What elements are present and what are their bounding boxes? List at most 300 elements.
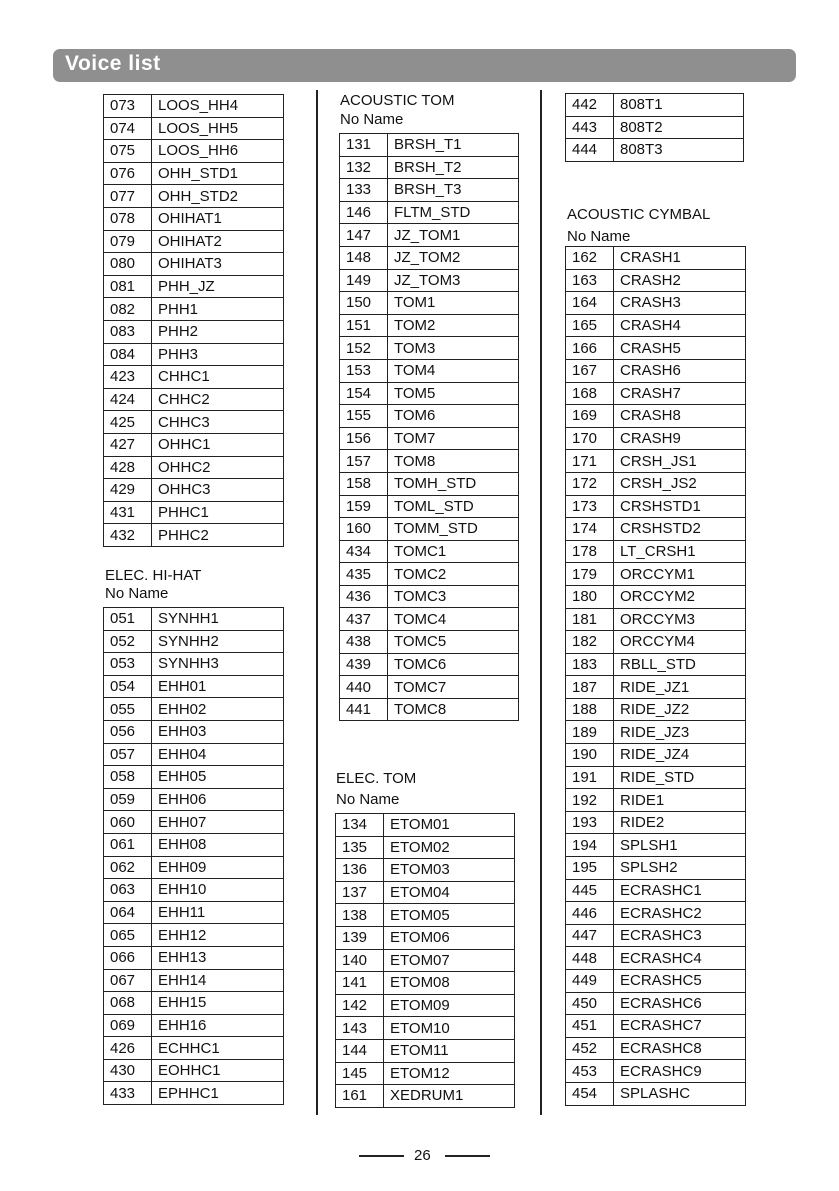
table-row bbox=[340, 314, 519, 337]
table-row bbox=[566, 427, 746, 450]
voice-number: 425 bbox=[104, 411, 152, 434]
table-row bbox=[566, 902, 746, 925]
table-row bbox=[566, 247, 746, 270]
table-row bbox=[104, 675, 284, 698]
table-row bbox=[340, 269, 519, 292]
voice-number: 179 bbox=[566, 563, 614, 586]
voice-name: CRSHSTD1 bbox=[614, 495, 746, 518]
voice-name: ECRASHC2 bbox=[614, 902, 746, 925]
voice-number: 058 bbox=[104, 766, 152, 789]
table-row bbox=[566, 879, 746, 902]
table-row bbox=[566, 139, 744, 162]
voice-number: 173 bbox=[566, 495, 614, 518]
voice-number: 077 bbox=[104, 185, 152, 208]
voice-name: TOM7 bbox=[388, 427, 519, 450]
voice-name: SYNHH1 bbox=[152, 608, 284, 631]
voice-name: XEDRUM1 bbox=[384, 1085, 515, 1108]
voice-number: 069 bbox=[104, 1014, 152, 1037]
voice-number: 055 bbox=[104, 698, 152, 721]
voice-number: 178 bbox=[566, 540, 614, 563]
voice-name: CRSH_JS2 bbox=[614, 472, 746, 495]
voice-name: ECRASHC3 bbox=[614, 924, 746, 947]
voice-number: 074 bbox=[104, 117, 152, 140]
voice-number: 164 bbox=[566, 292, 614, 315]
voice-name: PHH2 bbox=[152, 320, 284, 343]
voice-number: 082 bbox=[104, 298, 152, 321]
table-row bbox=[340, 563, 519, 586]
table-row bbox=[340, 156, 519, 179]
table-row bbox=[340, 698, 519, 721]
voice-name: EHH01 bbox=[152, 675, 284, 698]
table-row bbox=[336, 994, 515, 1017]
table-row bbox=[104, 811, 284, 834]
voice-name: SPLASHC bbox=[614, 1082, 746, 1105]
voice-number: 131 bbox=[340, 134, 388, 157]
table-row bbox=[566, 947, 746, 970]
table-row bbox=[104, 366, 284, 389]
voice-number: 075 bbox=[104, 140, 152, 163]
voice-number: 067 bbox=[104, 969, 152, 992]
table-row bbox=[336, 881, 515, 904]
voice-number: 059 bbox=[104, 788, 152, 811]
voice-number: 155 bbox=[340, 405, 388, 428]
voice-number: 152 bbox=[340, 337, 388, 360]
table-row bbox=[566, 608, 746, 631]
voice-name: OHIHAT2 bbox=[152, 230, 284, 253]
voice-number: 163 bbox=[566, 269, 614, 292]
voice-number: 076 bbox=[104, 162, 152, 185]
voice-name: TOM2 bbox=[388, 314, 519, 337]
voice-name: ETOM09 bbox=[384, 994, 515, 1017]
voice-name: OHH_STD2 bbox=[152, 185, 284, 208]
voice-name: TOM8 bbox=[388, 450, 519, 473]
elec-tom-subtitle: No Name bbox=[336, 791, 400, 808]
voice-name: ETOM08 bbox=[384, 972, 515, 995]
table-row bbox=[104, 1082, 284, 1105]
voice-number: 150 bbox=[340, 292, 388, 315]
voice-name: CRSHSTD2 bbox=[614, 518, 746, 541]
voice-name: CRASH4 bbox=[614, 314, 746, 337]
voice-number: 436 bbox=[340, 585, 388, 608]
voice-name: TOM1 bbox=[388, 292, 519, 315]
voice-name: JZ_TOM1 bbox=[388, 224, 519, 247]
table-row bbox=[104, 946, 284, 969]
voice-number: 190 bbox=[566, 744, 614, 767]
voice-name: TOM3 bbox=[388, 337, 519, 360]
voice-name: EHH13 bbox=[152, 946, 284, 969]
voice-number: 169 bbox=[566, 405, 614, 428]
voice-name: EHH11 bbox=[152, 901, 284, 924]
voice-name: ETOM05 bbox=[384, 904, 515, 927]
voice-name: TOM5 bbox=[388, 382, 519, 405]
column-divider-2 bbox=[540, 90, 542, 1115]
voice-name: CHHC3 bbox=[152, 411, 284, 434]
voice-number: 429 bbox=[104, 479, 152, 502]
voice-number: 423 bbox=[104, 366, 152, 389]
voice-name: CRASH5 bbox=[614, 337, 746, 360]
voice-name: SPLSH1 bbox=[614, 834, 746, 857]
elec-tom-table bbox=[335, 813, 515, 1108]
voice-name: CRASH8 bbox=[614, 405, 746, 428]
voice-name: ORCCYM3 bbox=[614, 608, 746, 631]
voice-name: BRSH_T3 bbox=[388, 179, 519, 202]
voice-name: EHH15 bbox=[152, 992, 284, 1015]
elec-hihat-table bbox=[103, 607, 284, 1105]
voice-name: RIDE_JZ1 bbox=[614, 676, 746, 699]
voice-number: 158 bbox=[340, 472, 388, 495]
voice-number: 149 bbox=[340, 269, 388, 292]
voice-name: ETOM04 bbox=[384, 881, 515, 904]
table-row bbox=[336, 972, 515, 995]
voice-name: EHH08 bbox=[152, 833, 284, 856]
voice-name: ORCCYM1 bbox=[614, 563, 746, 586]
voice-name: EHH05 bbox=[152, 766, 284, 789]
voice-name: ETOM01 bbox=[384, 814, 515, 837]
voice-name: ETOM03 bbox=[384, 859, 515, 882]
voice-number: 450 bbox=[566, 992, 614, 1015]
voice-name: RIDE_JZ3 bbox=[614, 721, 746, 744]
table-row bbox=[104, 630, 284, 653]
acoustic-tom-subtitle: No Name bbox=[340, 111, 404, 128]
table-row bbox=[566, 269, 746, 292]
voice-name: EHH09 bbox=[152, 856, 284, 879]
table-row bbox=[566, 631, 746, 654]
voice-number: 151 bbox=[340, 314, 388, 337]
voice-number: 065 bbox=[104, 924, 152, 947]
voice-number: 174 bbox=[566, 518, 614, 541]
voice-name: CHHC1 bbox=[152, 366, 284, 389]
table-row bbox=[566, 518, 746, 541]
acoustic-tom-title: ACOUSTIC TOM bbox=[340, 92, 455, 109]
page-title: Voice list bbox=[65, 52, 161, 75]
voice-name: ECRASHC8 bbox=[614, 1037, 746, 1060]
table-row bbox=[336, 926, 515, 949]
voice-number: 428 bbox=[104, 456, 152, 479]
table-row bbox=[336, 949, 515, 972]
voice-number: 431 bbox=[104, 501, 152, 524]
voice-number: 453 bbox=[566, 1060, 614, 1083]
voice-name: JZ_TOM3 bbox=[388, 269, 519, 292]
table-row bbox=[566, 1015, 746, 1038]
voice-name: LOOS_HH4 bbox=[152, 95, 284, 118]
voice-number: 078 bbox=[104, 207, 152, 230]
voice-name: TOMC4 bbox=[388, 608, 519, 631]
table-row bbox=[104, 992, 284, 1015]
table-row bbox=[566, 1082, 746, 1105]
acoustic-tom-table bbox=[339, 133, 519, 721]
table-row bbox=[566, 721, 746, 744]
voice-name: TOMC6 bbox=[388, 653, 519, 676]
table-row bbox=[340, 608, 519, 631]
voice-number: 161 bbox=[336, 1085, 384, 1108]
table-row bbox=[566, 337, 746, 360]
table-row bbox=[104, 924, 284, 947]
table-row bbox=[340, 495, 519, 518]
voice-name: RIDE_JZ4 bbox=[614, 744, 746, 767]
voice-number: 442 bbox=[566, 94, 614, 117]
table-row bbox=[340, 292, 519, 315]
table-row bbox=[104, 766, 284, 789]
table-row bbox=[340, 676, 519, 699]
table-row bbox=[566, 744, 746, 767]
voice-number: 062 bbox=[104, 856, 152, 879]
voice-number: 083 bbox=[104, 320, 152, 343]
voice-name: EHH10 bbox=[152, 879, 284, 902]
voice-number: 156 bbox=[340, 427, 388, 450]
table-row bbox=[104, 479, 284, 502]
voice-number: 063 bbox=[104, 879, 152, 902]
table-row bbox=[336, 1085, 515, 1108]
voice-name: ETOM10 bbox=[384, 1017, 515, 1040]
voice-number: 446 bbox=[566, 902, 614, 925]
table-row bbox=[104, 833, 284, 856]
table-row bbox=[566, 766, 746, 789]
table-row bbox=[340, 337, 519, 360]
table-row bbox=[104, 298, 284, 321]
tom-continued-table bbox=[565, 93, 744, 162]
voice-number: 451 bbox=[566, 1015, 614, 1038]
table-row bbox=[566, 698, 746, 721]
table-row bbox=[104, 1014, 284, 1037]
voice-number: 187 bbox=[566, 676, 614, 699]
voice-name: EHH07 bbox=[152, 811, 284, 834]
voice-number: 182 bbox=[566, 631, 614, 654]
voice-name: TOMC5 bbox=[388, 631, 519, 654]
voice-name: ECRASHC4 bbox=[614, 947, 746, 970]
elec-hihat-subtitle: No Name bbox=[105, 585, 169, 602]
table-row bbox=[566, 405, 746, 428]
voice-name: SYNHH2 bbox=[152, 630, 284, 653]
voice-name: ETOM12 bbox=[384, 1062, 515, 1085]
voice-number: 167 bbox=[566, 359, 614, 382]
voice-name: CRASH7 bbox=[614, 382, 746, 405]
voice-number: 057 bbox=[104, 743, 152, 766]
voice-number: 433 bbox=[104, 1082, 152, 1105]
voice-number: 053 bbox=[104, 653, 152, 676]
voice-name: OHIHAT1 bbox=[152, 207, 284, 230]
voice-name: TOMC8 bbox=[388, 698, 519, 721]
voice-name: TOMM_STD bbox=[388, 518, 519, 541]
voice-number: 064 bbox=[104, 901, 152, 924]
voice-number: 081 bbox=[104, 275, 152, 298]
table-row bbox=[340, 246, 519, 269]
table-row bbox=[104, 1037, 284, 1060]
table-row bbox=[566, 924, 746, 947]
table-row bbox=[566, 359, 746, 382]
voice-number: 168 bbox=[566, 382, 614, 405]
voice-name: CRASH2 bbox=[614, 269, 746, 292]
voice-number: 449 bbox=[566, 970, 614, 993]
table-row bbox=[104, 456, 284, 479]
voice-number: 143 bbox=[336, 1017, 384, 1040]
table-row bbox=[566, 585, 746, 608]
voice-name: ETOM06 bbox=[384, 926, 515, 949]
voice-name: PHH_JZ bbox=[152, 275, 284, 298]
table-row bbox=[340, 450, 519, 473]
table-row bbox=[566, 789, 746, 812]
voice-name: OHHC1 bbox=[152, 433, 284, 456]
table-row bbox=[566, 292, 746, 315]
voice-number: 195 bbox=[566, 857, 614, 880]
voice-number: 051 bbox=[104, 608, 152, 631]
table-row bbox=[104, 524, 284, 547]
table-row bbox=[566, 94, 744, 117]
voice-name: SPLSH2 bbox=[614, 857, 746, 880]
voice-number: 435 bbox=[340, 563, 388, 586]
voice-name: ECRASHC5 bbox=[614, 970, 746, 993]
voice-name: ETOM07 bbox=[384, 949, 515, 972]
voice-name: CHHC2 bbox=[152, 388, 284, 411]
voice-name: EHH16 bbox=[152, 1014, 284, 1037]
table-row bbox=[566, 540, 746, 563]
table-row bbox=[336, 1062, 515, 1085]
voice-name: ECRASHC6 bbox=[614, 992, 746, 1015]
voice-number: 427 bbox=[104, 433, 152, 456]
table-row bbox=[104, 95, 284, 118]
table-row bbox=[566, 495, 746, 518]
voice-name: RIDE1 bbox=[614, 789, 746, 812]
header-bar bbox=[53, 49, 796, 82]
voice-number: 061 bbox=[104, 833, 152, 856]
voice-name: BRSH_T1 bbox=[388, 134, 519, 157]
voice-name: ECHHC1 bbox=[152, 1037, 284, 1060]
table-row bbox=[104, 698, 284, 721]
voice-number: 154 bbox=[340, 382, 388, 405]
footer-line-left bbox=[359, 1155, 404, 1157]
voice-number: 443 bbox=[566, 116, 614, 139]
table-row bbox=[104, 207, 284, 230]
table-row bbox=[566, 1037, 746, 1060]
table-row bbox=[566, 1060, 746, 1083]
table-row bbox=[104, 343, 284, 366]
voice-number: 171 bbox=[566, 450, 614, 473]
voice-name: RIDE_STD bbox=[614, 766, 746, 789]
voice-name: CRASH6 bbox=[614, 359, 746, 382]
table-row bbox=[336, 814, 515, 837]
voice-name: EHH03 bbox=[152, 720, 284, 743]
acoustic-cymbal-title: ACOUSTIC CYMBAL bbox=[567, 206, 711, 223]
table-row bbox=[336, 836, 515, 859]
table-row bbox=[104, 856, 284, 879]
voice-number: 056 bbox=[104, 720, 152, 743]
table-row bbox=[336, 1039, 515, 1062]
acoustic-cymbal-subtitle: No Name bbox=[567, 228, 631, 245]
voice-name: ECRASHC7 bbox=[614, 1015, 746, 1038]
voice-name: EHH12 bbox=[152, 924, 284, 947]
voice-name: TOMC1 bbox=[388, 540, 519, 563]
voice-number: 445 bbox=[566, 879, 614, 902]
table-row bbox=[104, 185, 284, 208]
table-row bbox=[566, 314, 746, 337]
voice-number: 452 bbox=[566, 1037, 614, 1060]
voice-number: 440 bbox=[340, 676, 388, 699]
voice-name: ORCCYM4 bbox=[614, 631, 746, 654]
table-row bbox=[104, 253, 284, 276]
voice-number: 434 bbox=[340, 540, 388, 563]
voice-number: 188 bbox=[566, 698, 614, 721]
table-row bbox=[104, 162, 284, 185]
voice-number: 147 bbox=[340, 224, 388, 247]
voice-number: 160 bbox=[340, 518, 388, 541]
voice-number: 080 bbox=[104, 253, 152, 276]
table-row bbox=[104, 1059, 284, 1082]
table-row bbox=[104, 388, 284, 411]
table-row bbox=[340, 518, 519, 541]
table-row bbox=[340, 653, 519, 676]
table-row bbox=[340, 359, 519, 382]
voice-number: 132 bbox=[340, 156, 388, 179]
table-row bbox=[340, 179, 519, 202]
voice-name: CRSH_JS1 bbox=[614, 450, 746, 473]
voice-name: EPHHC1 bbox=[152, 1082, 284, 1105]
table-row bbox=[566, 653, 746, 676]
voice-number: 439 bbox=[340, 653, 388, 676]
voice-name: RBLL_STD bbox=[614, 653, 746, 676]
elec-hihat-title: ELEC. HI-HAT bbox=[105, 567, 202, 584]
table-row bbox=[336, 1017, 515, 1040]
table-row bbox=[336, 904, 515, 927]
voice-number: 438 bbox=[340, 631, 388, 654]
voice-name: BRSH_T2 bbox=[388, 156, 519, 179]
table-row bbox=[104, 433, 284, 456]
table-row bbox=[104, 230, 284, 253]
table-row bbox=[104, 320, 284, 343]
table-row bbox=[104, 653, 284, 676]
voice-number: 194 bbox=[566, 834, 614, 857]
voice-number: 134 bbox=[336, 814, 384, 837]
table-row bbox=[340, 405, 519, 428]
voice-number: 172 bbox=[566, 472, 614, 495]
voice-number: 068 bbox=[104, 992, 152, 1015]
voice-name: CRASH9 bbox=[614, 427, 746, 450]
acoustic-cymbal-table bbox=[565, 246, 746, 1106]
voice-name: ETOM02 bbox=[384, 836, 515, 859]
voice-name: EHH02 bbox=[152, 698, 284, 721]
voice-number: 189 bbox=[566, 721, 614, 744]
voice-number: 052 bbox=[104, 630, 152, 653]
voice-number: 135 bbox=[336, 836, 384, 859]
voice-number: 060 bbox=[104, 811, 152, 834]
table-row bbox=[104, 743, 284, 766]
voice-name: EHH06 bbox=[152, 788, 284, 811]
table-row bbox=[566, 382, 746, 405]
table-row bbox=[340, 427, 519, 450]
voice-number: 181 bbox=[566, 608, 614, 631]
table-row bbox=[104, 969, 284, 992]
voice-number: 192 bbox=[566, 789, 614, 812]
table-row bbox=[340, 134, 519, 157]
voice-number: 430 bbox=[104, 1059, 152, 1082]
voice-name: TOM4 bbox=[388, 359, 519, 382]
voice-number: 136 bbox=[336, 859, 384, 882]
voice-name: OHH_STD1 bbox=[152, 162, 284, 185]
voice-name: CRASH3 bbox=[614, 292, 746, 315]
voice-name: ECRASHC1 bbox=[614, 879, 746, 902]
table-row bbox=[566, 992, 746, 1015]
voice-number: 140 bbox=[336, 949, 384, 972]
hihat-continued-table bbox=[103, 94, 284, 547]
voice-number: 137 bbox=[336, 881, 384, 904]
voice-number: 441 bbox=[340, 698, 388, 721]
table-row bbox=[340, 585, 519, 608]
voice-name: OHIHAT3 bbox=[152, 253, 284, 276]
page-number: 26 bbox=[414, 1147, 431, 1164]
voice-name: TOMC3 bbox=[388, 585, 519, 608]
voice-name: TOML_STD bbox=[388, 495, 519, 518]
voice-name: TOM6 bbox=[388, 405, 519, 428]
voice-number: 193 bbox=[566, 811, 614, 834]
table-row bbox=[104, 501, 284, 524]
